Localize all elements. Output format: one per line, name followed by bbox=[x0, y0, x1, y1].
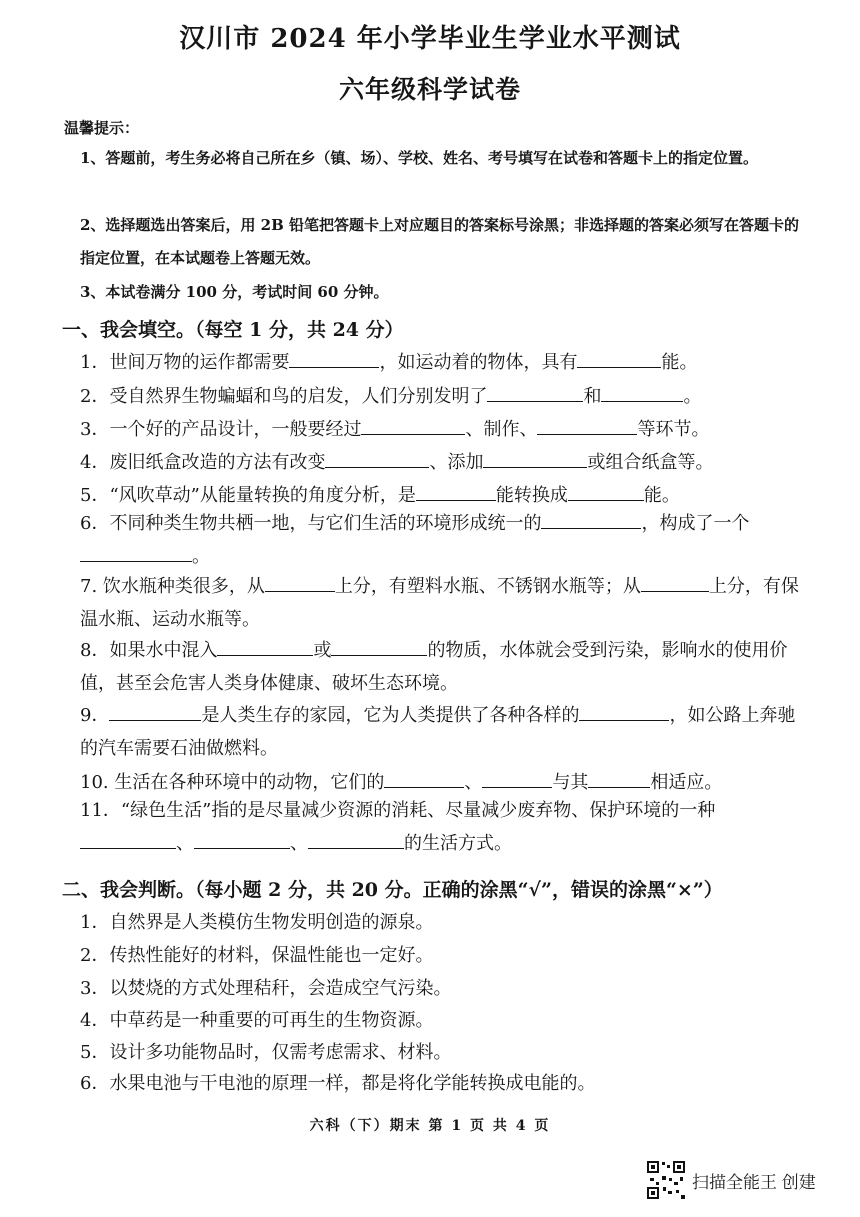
section-judge-title: 二、我会判断。（每小题 2 分，共 20 分。正确的涂黑“√”，错误的涂黑“×”） bbox=[62, 879, 723, 901]
fill-question-1: 1．世间万物的运作都需要 ，如运动着的物体，具有 能。 bbox=[80, 352, 698, 373]
fill-question-11: 11．“绿色生活”指的是尽量减少资源的消耗、尽量减少废弃物、保护环境的一种、 、 的生活方式。 bbox=[80, 800, 716, 854]
exam-title: 汉川市 2024 年小学毕业生学业水平测试 bbox=[179, 24, 681, 54]
fill-question-4: 4．废旧纸盒改造的方法有改变 、添加 或组合纸盒等。 bbox=[80, 452, 714, 473]
scanner-watermark bbox=[646, 1160, 816, 1200]
qr-code-icon bbox=[646, 1160, 686, 1200]
judge-question-3: 3．以焚烧的方式处理秸秆，会造成空气污染。 bbox=[80, 978, 452, 999]
exam-subtitle: 六年级科学试卷 bbox=[338, 75, 521, 104]
tips-heading: 温馨提示： bbox=[64, 119, 140, 137]
judge-question-5: 5．设计多功能物品时，仅需考虑需求、材料。 bbox=[80, 1042, 452, 1063]
judge-question-4: 4．中草药是一种重要的可再生的生物资源。 bbox=[80, 1010, 434, 1031]
fill-question-10: 10. 生活在各种环境中的动物，它们的 、 与其 相适应。 bbox=[80, 772, 723, 793]
fill-question-3: 3．一个好的产品设计，一般要经过 、制作、 等环节。 bbox=[80, 419, 710, 440]
fill-question-2: 2．受自然界生物蝙蝠和鸟的启发，人们分别发明了 和 。 bbox=[80, 386, 702, 407]
tip-item: 3、本试卷满分 100 分，考试时间 60 分钟。 bbox=[80, 283, 389, 301]
page-footer: 六科（下）期末 第 1 页 共 4 页 bbox=[309, 1118, 551, 1134]
judge-question-2: 2．传热性能好的材料，保温性能也一定好。 bbox=[80, 945, 434, 966]
judge-question-1: 1．自然界是人类模仿生物发明创造的源泉。 bbox=[80, 912, 434, 933]
section-fill-title: 一、我会填空。（每空 1 分，共 24 分） bbox=[62, 319, 404, 341]
tip-item: 1、答题前，考生务必将自己所在乡（镇、场）、学校、姓名、考号填写在试卷和答题卡上的指定位置。 bbox=[80, 149, 758, 167]
fill-question-8: 8．如果水中混入 或 的物质，水体就会受到污染，影响水的使用价值，甚至会危害人类身体健康、破坏生态环境。 bbox=[80, 640, 788, 694]
judge-question-6: 6．水果电池与干电池的原理一样，都是将化学能转换成电能的。 bbox=[80, 1073, 596, 1094]
fill-question-6: 6．不同种类生物共栖一地，与它们生活的环境形成统一的 ，构成了一个。 bbox=[80, 513, 750, 567]
fill-question-9: 9． 是人类生存的家园，它为人类提供了各种各样的 ，如公路上奔驰的汽车需要石油做燃料。 bbox=[80, 705, 796, 759]
tip-item: 2、选择题选出答案后，用 2B 铅笔把答题卡上对应题目的答案标号涂黑；非选择题的答案必须写在答题卡的指定位置，在本试题卷上答题无效。 bbox=[80, 216, 800, 267]
fill-question-5: 5．“风吹草动”从能量转换的角度分析，是 能转换成 能。 bbox=[80, 485, 680, 506]
fill-question-7: 7. 饮水瓶种类很多，从 上分，有塑料水瓶、不锈钢水瓶等；从 上分，有保温水瓶、运动水瓶等。 bbox=[80, 576, 799, 630]
watermark-text: 扫描全能王 创建 bbox=[692, 1172, 816, 1192]
